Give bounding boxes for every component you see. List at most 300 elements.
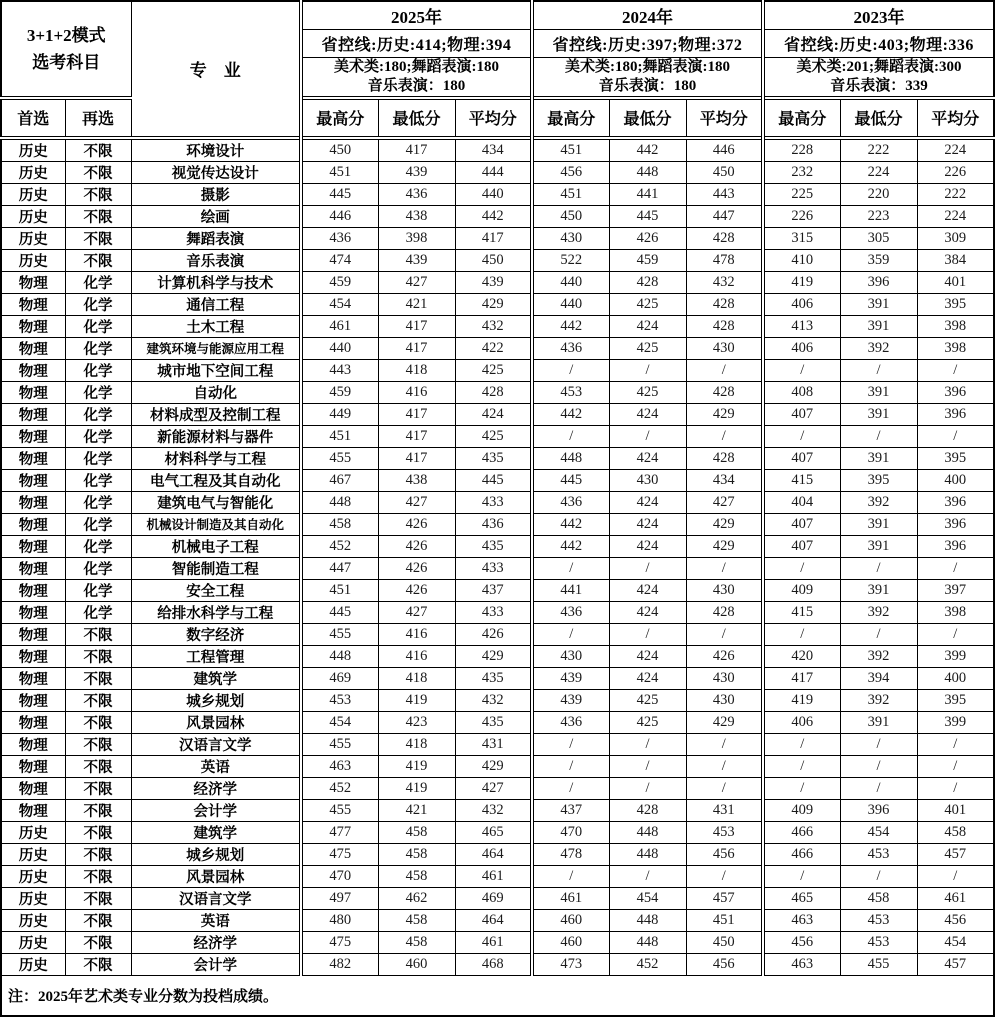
cell-first-choice: 历史 bbox=[1, 843, 65, 865]
cell-score: 425 bbox=[609, 711, 686, 733]
cell-score: 429 bbox=[686, 513, 763, 535]
cell-score: 453 bbox=[686, 821, 763, 843]
cell-score: 398 bbox=[917, 601, 994, 623]
cell-first-choice: 物理 bbox=[1, 689, 65, 711]
col-header-max-2023: 最高分 bbox=[763, 98, 840, 138]
cell-major: 机械设计制造及其自动化 bbox=[131, 513, 301, 535]
col-header-min-2024: 最低分 bbox=[609, 98, 686, 138]
cell-first-choice: 历史 bbox=[1, 183, 65, 205]
cell-score: 448 bbox=[301, 491, 378, 513]
cell-first-choice: 历史 bbox=[1, 205, 65, 227]
cell-score: 470 bbox=[301, 865, 378, 887]
cell-score: 442 bbox=[609, 138, 686, 162]
cell-score: 431 bbox=[455, 733, 532, 755]
cell-score: 437 bbox=[455, 579, 532, 601]
cell-score: 395 bbox=[917, 689, 994, 711]
cell-second-choice: 不限 bbox=[65, 755, 131, 777]
cell-major: 风景园林 bbox=[131, 711, 301, 733]
cell-score: 424 bbox=[609, 667, 686, 689]
cell-score: 401 bbox=[917, 799, 994, 821]
cell-score: 396 bbox=[917, 535, 994, 557]
cell-score: 478 bbox=[686, 249, 763, 271]
cell-score: 224 bbox=[917, 205, 994, 227]
table-row bbox=[1, 799, 994, 821]
cell-score: 434 bbox=[686, 469, 763, 491]
cell-score: 426 bbox=[455, 623, 532, 645]
cell-score: 424 bbox=[455, 403, 532, 425]
cell-score: 433 bbox=[455, 557, 532, 579]
cell-first-choice: 物理 bbox=[1, 711, 65, 733]
cell-score: / bbox=[917, 359, 994, 381]
table-row bbox=[1, 557, 994, 579]
cell-second-choice: 不限 bbox=[65, 711, 131, 733]
cell-score: / bbox=[609, 623, 686, 645]
cell-score: 396 bbox=[840, 799, 917, 821]
cell-score: 452 bbox=[301, 535, 378, 557]
cell-second-choice: 化学 bbox=[65, 315, 131, 337]
cell-score: 438 bbox=[378, 469, 455, 491]
table-row bbox=[1, 161, 994, 183]
col-header-avg-2023: 平均分 bbox=[917, 98, 994, 138]
cell-score: / bbox=[686, 777, 763, 799]
exam-mode-line2: 选考科目 bbox=[32, 52, 101, 72]
table-row bbox=[1, 931, 994, 953]
cell-first-choice: 物理 bbox=[1, 513, 65, 535]
cell-score: / bbox=[917, 865, 994, 887]
cell-score: 429 bbox=[686, 711, 763, 733]
cell-score: 474 bbox=[301, 249, 378, 271]
table-row bbox=[1, 315, 994, 337]
cell-score: / bbox=[532, 359, 609, 381]
cell-score: 446 bbox=[301, 205, 378, 227]
year-2023-header: 2023年 bbox=[763, 1, 994, 30]
cell-first-choice: 物理 bbox=[1, 645, 65, 667]
cell-second-choice: 化学 bbox=[65, 293, 131, 315]
cell-score: 457 bbox=[917, 953, 994, 975]
table-row bbox=[1, 249, 994, 271]
cell-second-choice: 化学 bbox=[65, 381, 131, 403]
cell-score: 223 bbox=[840, 205, 917, 227]
cell-score: 419 bbox=[763, 689, 840, 711]
cell-score: 441 bbox=[609, 183, 686, 205]
cell-score: 455 bbox=[301, 447, 378, 469]
col-header-min-2025: 最低分 bbox=[378, 98, 455, 138]
cell-score: 440 bbox=[301, 337, 378, 359]
cell-score: 417 bbox=[378, 403, 455, 425]
cell-score: 462 bbox=[378, 887, 455, 909]
cell-score: 453 bbox=[840, 843, 917, 865]
cell-score: 315 bbox=[763, 227, 840, 249]
cell-score: 448 bbox=[609, 161, 686, 183]
cell-score: 428 bbox=[609, 799, 686, 821]
cell-score: 396 bbox=[917, 381, 994, 403]
cell-score: 424 bbox=[609, 601, 686, 623]
cell-score: 424 bbox=[609, 315, 686, 337]
cell-score: 232 bbox=[763, 161, 840, 183]
art-line-2024 bbox=[532, 58, 763, 98]
cell-score: 413 bbox=[763, 315, 840, 337]
cell-score: 464 bbox=[455, 909, 532, 931]
table-row bbox=[1, 645, 994, 667]
cell-score: 397 bbox=[917, 579, 994, 601]
cell-score: 427 bbox=[378, 601, 455, 623]
cell-score: 432 bbox=[686, 271, 763, 293]
table-body bbox=[1, 138, 994, 976]
cell-second-choice: 化学 bbox=[65, 447, 131, 469]
cell-score: 445 bbox=[609, 205, 686, 227]
cell-score: 465 bbox=[455, 821, 532, 843]
cell-score: 398 bbox=[917, 315, 994, 337]
control-line-2024: 省控线:历史:397;物理:372 bbox=[532, 30, 763, 58]
cell-score: 463 bbox=[763, 953, 840, 975]
cell-second-choice: 化学 bbox=[65, 359, 131, 381]
cell-score: 399 bbox=[917, 711, 994, 733]
cell-second-choice: 化学 bbox=[65, 469, 131, 491]
cell-score: 464 bbox=[455, 843, 532, 865]
cell-first-choice: 历史 bbox=[1, 161, 65, 183]
table-row bbox=[1, 403, 994, 425]
cell-score: / bbox=[840, 733, 917, 755]
table-row bbox=[1, 887, 994, 909]
cell-second-choice: 不限 bbox=[65, 205, 131, 227]
cell-score: 429 bbox=[455, 293, 532, 315]
table-row bbox=[1, 425, 994, 447]
table-row bbox=[1, 227, 994, 249]
cell-score: 410 bbox=[763, 249, 840, 271]
cell-second-choice: 不限 bbox=[65, 799, 131, 821]
cell-score: 454 bbox=[917, 931, 994, 953]
cell-score: 477 bbox=[301, 821, 378, 843]
cell-second-choice: 化学 bbox=[65, 579, 131, 601]
cell-score: / bbox=[686, 623, 763, 645]
cell-score: 460 bbox=[532, 909, 609, 931]
cell-score: 436 bbox=[378, 183, 455, 205]
cell-first-choice: 物理 bbox=[1, 777, 65, 799]
cell-score: / bbox=[763, 557, 840, 579]
cell-score: 426 bbox=[378, 579, 455, 601]
cell-score: 458 bbox=[917, 821, 994, 843]
cell-score: 468 bbox=[455, 953, 532, 975]
cell-score: / bbox=[763, 733, 840, 755]
cell-second-choice: 不限 bbox=[65, 733, 131, 755]
cell-first-choice: 物理 bbox=[1, 579, 65, 601]
cell-first-choice: 物理 bbox=[1, 337, 65, 359]
cell-score: 424 bbox=[609, 447, 686, 469]
cell-score: 461 bbox=[455, 865, 532, 887]
table-row bbox=[1, 513, 994, 535]
cell-score: / bbox=[609, 557, 686, 579]
cell-score: 409 bbox=[763, 799, 840, 821]
cell-score: 454 bbox=[609, 887, 686, 909]
table-row bbox=[1, 138, 994, 162]
cell-score: 424 bbox=[609, 513, 686, 535]
cell-score: 433 bbox=[455, 601, 532, 623]
table-row bbox=[1, 667, 994, 689]
cell-score: 428 bbox=[686, 293, 763, 315]
cell-score: 478 bbox=[532, 843, 609, 865]
cell-score: 401 bbox=[917, 271, 994, 293]
art-line-2023-1: 美术类:201;舞蹈表演:300 bbox=[796, 59, 962, 75]
cell-score: 428 bbox=[686, 227, 763, 249]
cell-score: 417 bbox=[378, 138, 455, 162]
cell-first-choice: 物理 bbox=[1, 403, 65, 425]
cell-first-choice: 物理 bbox=[1, 557, 65, 579]
cell-score: 392 bbox=[840, 645, 917, 667]
table-row bbox=[1, 359, 994, 381]
cell-score: / bbox=[763, 777, 840, 799]
cell-score: 451 bbox=[301, 425, 378, 447]
cell-score: 409 bbox=[763, 579, 840, 601]
cell-score: 305 bbox=[840, 227, 917, 249]
cell-second-choice: 化学 bbox=[65, 535, 131, 557]
cell-score: 391 bbox=[840, 403, 917, 425]
art-line-2025-2: 音乐表演：180 bbox=[367, 77, 466, 94]
cell-score: 396 bbox=[840, 271, 917, 293]
cell-score: 427 bbox=[455, 777, 532, 799]
cell-score: / bbox=[532, 557, 609, 579]
cell-score: 461 bbox=[532, 887, 609, 909]
cell-score: 522 bbox=[532, 249, 609, 271]
cell-score: 437 bbox=[532, 799, 609, 821]
cell-major: 建筑环境与能源应用工程 bbox=[131, 337, 301, 359]
cell-score: 395 bbox=[840, 469, 917, 491]
cell-score: 395 bbox=[917, 447, 994, 469]
cell-major: 视觉传达设计 bbox=[131, 161, 301, 183]
cell-score: 448 bbox=[609, 843, 686, 865]
cell-major: 电气工程及其自动化 bbox=[131, 469, 301, 491]
cell-second-choice: 不限 bbox=[65, 887, 131, 909]
cell-score: 447 bbox=[301, 557, 378, 579]
cell-score: 443 bbox=[301, 359, 378, 381]
col-header-max-2025: 最高分 bbox=[301, 98, 378, 138]
cell-score: 228 bbox=[763, 138, 840, 162]
cell-score: 426 bbox=[609, 227, 686, 249]
cell-score: 436 bbox=[532, 337, 609, 359]
cell-score: 445 bbox=[301, 183, 378, 205]
cell-score: 453 bbox=[840, 909, 917, 931]
table-row bbox=[1, 601, 994, 623]
cell-score: 452 bbox=[609, 953, 686, 975]
cell-score: 392 bbox=[840, 601, 917, 623]
first-choice-header: 首选 bbox=[1, 98, 65, 138]
cell-score: 396 bbox=[917, 491, 994, 513]
cell-score: / bbox=[917, 425, 994, 447]
cell-major: 音乐表演 bbox=[131, 249, 301, 271]
cell-score: 450 bbox=[686, 931, 763, 953]
cell-score: 394 bbox=[840, 667, 917, 689]
cell-major: 风景园林 bbox=[131, 865, 301, 887]
cell-score: 454 bbox=[301, 293, 378, 315]
cell-score: 430 bbox=[532, 227, 609, 249]
cell-score: 436 bbox=[532, 711, 609, 733]
cell-score: 417 bbox=[763, 667, 840, 689]
cell-score: 429 bbox=[455, 645, 532, 667]
col-header-avg-2025: 平均分 bbox=[455, 98, 532, 138]
cell-second-choice: 不限 bbox=[65, 623, 131, 645]
cell-major: 英语 bbox=[131, 755, 301, 777]
cell-score: 419 bbox=[763, 271, 840, 293]
cell-score: 434 bbox=[455, 138, 532, 162]
table-row bbox=[1, 293, 994, 315]
cell-score: 400 bbox=[917, 667, 994, 689]
cell-score: 427 bbox=[378, 271, 455, 293]
cell-major: 绘画 bbox=[131, 205, 301, 227]
cell-score: / bbox=[840, 359, 917, 381]
cell-score: 445 bbox=[532, 469, 609, 491]
cell-score: / bbox=[840, 865, 917, 887]
cell-score: 226 bbox=[917, 161, 994, 183]
cell-score: 439 bbox=[455, 271, 532, 293]
exam-mode-header bbox=[1, 1, 131, 98]
cell-score: / bbox=[763, 623, 840, 645]
cell-score: 417 bbox=[378, 425, 455, 447]
cell-score: 451 bbox=[301, 161, 378, 183]
cell-score: / bbox=[609, 359, 686, 381]
cell-major: 经济学 bbox=[131, 777, 301, 799]
cell-major: 材料科学与工程 bbox=[131, 447, 301, 469]
cell-score: 417 bbox=[378, 337, 455, 359]
cell-score: 428 bbox=[686, 381, 763, 403]
year-2024-header: 2024年 bbox=[532, 1, 763, 30]
cell-score: 473 bbox=[532, 953, 609, 975]
cell-score: 418 bbox=[378, 667, 455, 689]
cell-first-choice: 物理 bbox=[1, 733, 65, 755]
cell-score: 426 bbox=[686, 645, 763, 667]
cell-first-choice: 物理 bbox=[1, 293, 65, 315]
cell-score: 391 bbox=[840, 513, 917, 535]
cell-score: 309 bbox=[917, 227, 994, 249]
cell-score: 440 bbox=[455, 183, 532, 205]
cell-major: 城乡规划 bbox=[131, 689, 301, 711]
cell-score: 442 bbox=[532, 535, 609, 557]
cell-second-choice: 不限 bbox=[65, 865, 131, 887]
cell-score: 416 bbox=[378, 645, 455, 667]
cell-score: 455 bbox=[301, 799, 378, 821]
cell-score: 439 bbox=[378, 161, 455, 183]
cell-second-choice: 不限 bbox=[65, 138, 131, 162]
cell-first-choice: 历史 bbox=[1, 953, 65, 975]
cell-score: 469 bbox=[455, 887, 532, 909]
cell-score: 442 bbox=[532, 513, 609, 535]
major-column-header: 专 业 bbox=[131, 1, 301, 138]
cell-second-choice: 化学 bbox=[65, 271, 131, 293]
cell-score: / bbox=[532, 777, 609, 799]
cell-second-choice: 不限 bbox=[65, 689, 131, 711]
cell-score: 470 bbox=[532, 821, 609, 843]
cell-score: / bbox=[763, 359, 840, 381]
cell-score: / bbox=[917, 557, 994, 579]
cell-score: 458 bbox=[378, 909, 455, 931]
cell-score: 428 bbox=[686, 315, 763, 337]
cell-score: / bbox=[532, 865, 609, 887]
cell-score: 425 bbox=[609, 381, 686, 403]
cell-score: 445 bbox=[301, 601, 378, 623]
cell-score: 392 bbox=[840, 337, 917, 359]
cell-score: 441 bbox=[532, 579, 609, 601]
table-row bbox=[1, 865, 994, 887]
cell-score: 445 bbox=[455, 469, 532, 491]
table-row bbox=[1, 579, 994, 601]
cell-score: / bbox=[532, 623, 609, 645]
cell-second-choice: 不限 bbox=[65, 161, 131, 183]
cell-score: 428 bbox=[686, 601, 763, 623]
cell-score: 359 bbox=[840, 249, 917, 271]
cell-major: 摄影 bbox=[131, 183, 301, 205]
cell-score: 449 bbox=[301, 403, 378, 425]
cell-score: 435 bbox=[455, 447, 532, 469]
cell-second-choice: 不限 bbox=[65, 931, 131, 953]
cell-second-choice: 化学 bbox=[65, 557, 131, 579]
cell-score: 428 bbox=[686, 447, 763, 469]
cell-score: 461 bbox=[301, 315, 378, 337]
cell-score: / bbox=[532, 425, 609, 447]
cell-score: / bbox=[686, 425, 763, 447]
cell-score: 444 bbox=[455, 161, 532, 183]
cell-second-choice: 化学 bbox=[65, 601, 131, 623]
cell-score: 418 bbox=[378, 359, 455, 381]
cell-score: 430 bbox=[609, 469, 686, 491]
table-row bbox=[1, 469, 994, 491]
cell-score: 458 bbox=[378, 931, 455, 953]
cell-major: 城乡规划 bbox=[131, 843, 301, 865]
cell-score: 429 bbox=[455, 755, 532, 777]
cell-second-choice: 不限 bbox=[65, 843, 131, 865]
cell-first-choice: 物理 bbox=[1, 491, 65, 513]
control-line-2023: 省控线:历史:403;物理:336 bbox=[763, 30, 994, 58]
cell-score: 469 bbox=[301, 667, 378, 689]
cell-first-choice: 历史 bbox=[1, 821, 65, 843]
cell-score: 424 bbox=[609, 403, 686, 425]
cell-score: 407 bbox=[763, 403, 840, 425]
cell-score: 458 bbox=[378, 843, 455, 865]
exam-mode-line1: 3+1+2模式 bbox=[26, 25, 106, 45]
cell-score: 467 bbox=[301, 469, 378, 491]
cell-score: 415 bbox=[763, 601, 840, 623]
cell-score: 392 bbox=[840, 491, 917, 513]
cell-score: 384 bbox=[917, 249, 994, 271]
cell-score: 497 bbox=[301, 887, 378, 909]
cell-score: 436 bbox=[532, 601, 609, 623]
cell-score: 451 bbox=[301, 579, 378, 601]
cell-score: 428 bbox=[609, 271, 686, 293]
cell-score: 440 bbox=[532, 293, 609, 315]
cell-first-choice: 物理 bbox=[1, 447, 65, 469]
cell-score: 463 bbox=[301, 755, 378, 777]
cell-major: 汉语言文学 bbox=[131, 887, 301, 909]
table-row bbox=[1, 953, 994, 975]
cell-first-choice: 物理 bbox=[1, 381, 65, 403]
cell-second-choice: 化学 bbox=[65, 491, 131, 513]
cell-score: 448 bbox=[301, 645, 378, 667]
cell-score: 452 bbox=[301, 777, 378, 799]
cell-score: 432 bbox=[455, 315, 532, 337]
cell-score: 447 bbox=[686, 205, 763, 227]
note-row bbox=[1, 975, 994, 1016]
cell-major: 机械电子工程 bbox=[131, 535, 301, 557]
cell-first-choice: 物理 bbox=[1, 315, 65, 337]
cell-score: 439 bbox=[532, 689, 609, 711]
cell-first-choice: 物理 bbox=[1, 755, 65, 777]
table-row bbox=[1, 183, 994, 205]
cell-score: 430 bbox=[686, 667, 763, 689]
cell-score: 421 bbox=[378, 293, 455, 315]
cell-score: 442 bbox=[532, 315, 609, 337]
cell-score: 482 bbox=[301, 953, 378, 975]
cell-score: 450 bbox=[301, 138, 378, 162]
cell-score: 457 bbox=[917, 843, 994, 865]
cell-score: 480 bbox=[301, 909, 378, 931]
cell-major: 工程管理 bbox=[131, 645, 301, 667]
